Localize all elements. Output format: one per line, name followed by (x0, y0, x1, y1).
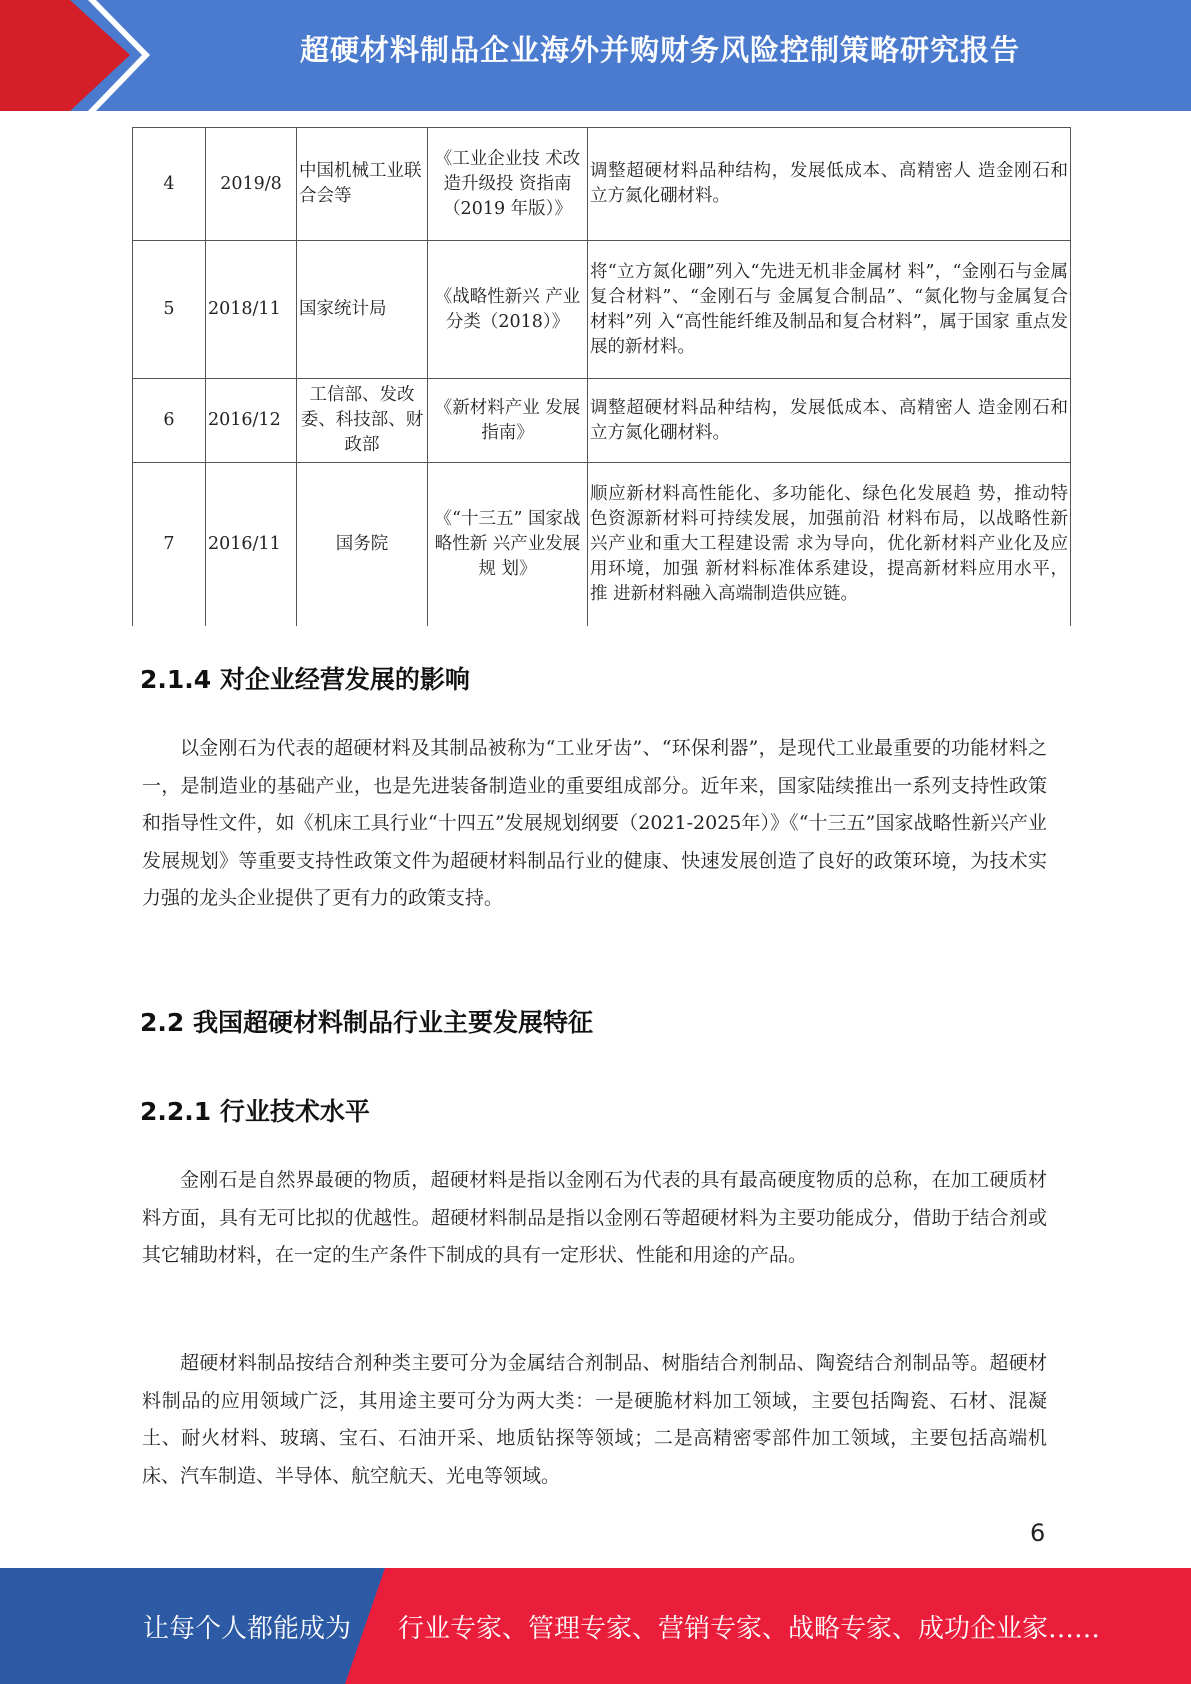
footer-slogan-left: 让每个人都能成为 (143, 1614, 352, 1644)
row-description: 将“立方氮化硼”列入“先进无机非金属材 料”，“金刚石与金属复合材料”、“金刚石与 金属复合制品”、“氮化物与金属复合材料”列 入“高性能纤维及制品和复合材料”，属于国家 重点发展的新材料。 (588, 241, 1071, 379)
row-number: 6 (133, 379, 206, 463)
row-document: 《“十三五” 国家战略性新 兴产业发展规 划》 (428, 463, 588, 626)
row-organization: 国务院 (297, 463, 428, 626)
paragraph-policy-impact: 以金刚石为代表的超硬材料及其制品被称为“工业牙齿”、“环保利器”，是现代工业最重要的功能材料之一，是制造业的基础产业，也是先进装备制造业的重要组成部分。近年来，国家陆续推出一系列支持性政策和指导性文件，如《机床工具行业“十四五”发展规划纲要（2021-2025年）》《“十三五”国家战略性新兴产业发展规划》等重要支持性政策文件为超硬材料制品行业的健康、快速发展创造了良好的政策环境，为技术实力强的龙头企业提供了更有力的政策支持。 (142, 737, 1047, 909)
table-row (133, 379, 1071, 463)
row-date: 2016/11 (206, 463, 297, 626)
report-title: 超硬材料制品企业海外并购财务风险控制策略研究报告 (299, 33, 1020, 67)
section-heading-2-2-1: 2.2.1 行业技术水平 (140, 1097, 370, 1126)
row-description: 顺应新材料高性能化、多功能化、绿色化发展趋 势，推动特色资源新材料可持续发展，加强前沿 材料布局，以战略性新兴产业和重大工程建设需 求为导向，优化新材料产业化及应用环境，加强 新材料标准体系建设，提高新材料应用水平，推 进新材料融入高端制造供应链。 (588, 463, 1071, 626)
row-document: 《战略性新兴 产业分类（2018）》 (428, 241, 588, 379)
row-organization: 工信部、发改委、科技部、财政部 (297, 379, 428, 463)
table-row (133, 463, 1071, 626)
section-heading-2-2: 2.2 我国超硬材料制品行业主要发展特征 (140, 1008, 593, 1037)
row-number: 5 (133, 241, 206, 379)
row-organization: 中国机械工业联合会等 (297, 128, 428, 241)
row-date: 2019/8 (206, 128, 297, 241)
row-document: 《工业企业技 术改造升级投 资指南（2019 年版）》 (428, 128, 588, 241)
row-organization: 国家统计局 (297, 241, 428, 379)
row-description: 调整超硬材料品种结构，发展低成本、高精密人 造金刚石和立方氮化硼材料。 (588, 128, 1071, 241)
paragraph-technology-level: 金刚石是自然界最硬的物质，超硬材料是指以金刚石为代表的具有最高硬度物质的总称，在加工硬质材料方面，具有无可比拟的优越性。超硬材料制品是指以金刚石等超硬材料为主要功能成分，借助于结合剂或其它辅助材料，在一定的生产条件下制成的具有一定形状、性能和用途的产品。 (142, 1169, 1047, 1266)
page-number: 6 (1030, 1519, 1046, 1547)
policy-table (132, 127, 1071, 626)
section-heading-2-1-4: 2.1.4 对企业经营发展的影响 (140, 665, 470, 694)
table-row (133, 128, 1071, 241)
row-number: 7 (133, 463, 206, 626)
page-footer (0, 1568, 1191, 1684)
row-document: 《新材料产业 发展指南》 (428, 379, 588, 463)
row-description: 调整超硬材料品种结构，发展低成本、高精密人 造金刚石和立方氮化硼材料。 (588, 379, 1071, 463)
row-number: 4 (133, 128, 206, 241)
page-header (0, 0, 1191, 111)
table-row (133, 241, 1071, 379)
row-date: 2016/12 (206, 379, 297, 463)
row-date: 2018/11 (206, 241, 297, 379)
paragraph-product-categories: 超硬材料制品按结合剂种类主要可分为金属结合剂制品、树脂结合剂制品、陶瓷结合剂制品等。超硬材料制品的应用领域广泛，其用途主要可分为两大类：一是硬脆材料加工领域，主要包括陶瓷、石材、混凝土、耐火材料、玻璃、宝石、石油开采、地质钻探等领域；二是高精密零部件加工领域，主要包括高端机床、汽车制造、半导体、航空航天、光电等领域。 (142, 1352, 1047, 1487)
footer-slogan-right: 行业专家、管理专家、营销专家、战略专家、成功企业家…… (398, 1614, 1101, 1644)
